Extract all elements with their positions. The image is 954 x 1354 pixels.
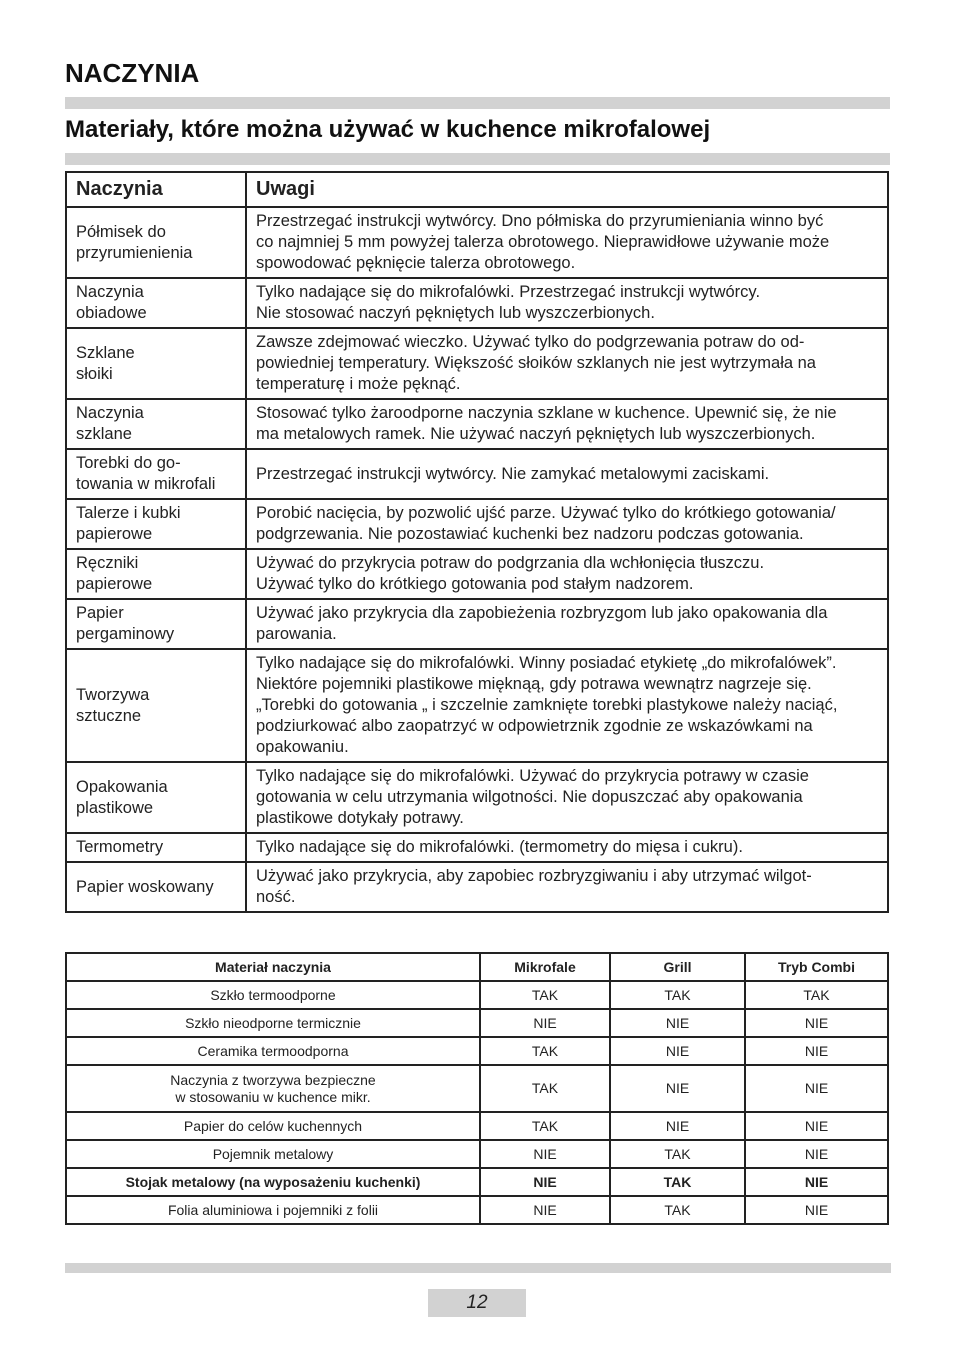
cookware-name-cell	[66, 399, 246, 449]
text-line: Przestrzegać instrukcji wytwórcy. Dno półmiska do przyrumieniania winno być	[256, 212, 824, 230]
text-line: Szkło termoodporne	[210, 986, 336, 1003]
text-line: Tylko nadające się do mikrofalówki. Używać do przykrycia potrawy w czasie	[256, 767, 809, 785]
text-line: Używać jako przykrycia, aby zapobiec rozbryzgiwaniu i aby utrzymać wilgot-	[256, 867, 812, 885]
notes-row	[66, 449, 888, 499]
materials-row	[66, 1168, 888, 1196]
text-line: towania w mikrofali	[76, 475, 216, 493]
combi-value-cell: NIE	[745, 1168, 888, 1196]
text-line: Tylko nadające się do mikrofalówki. Przestrzegać instrukcji wytwórcy.	[256, 283, 761, 301]
materials-row	[66, 1037, 888, 1065]
materials-table-body	[66, 981, 888, 1224]
text-line: Papier woskowany	[76, 877, 214, 896]
text-line: przyrumienienia	[76, 243, 193, 262]
text-line: co najmniej 5 mm powyżej talerza obrotowego. Nieprawidłowe używanie może	[256, 233, 830, 251]
notes-row	[66, 207, 888, 278]
text-line: podziurkować albo zaopatrzyć w odpowietrznik zgodnie ze wskazówkami na	[256, 717, 813, 735]
notes-row	[66, 399, 888, 449]
notes-row	[66, 862, 888, 912]
cookware-name-cell	[66, 862, 246, 912]
text-line: Stojak metalowy (na wyposażeniu kuchenki)	[125, 1173, 421, 1190]
notes-table-body	[66, 207, 888, 912]
text-line: Używać jako przykrycia dla zapobieżenia rozbryzgom lub jako opakowania dla	[256, 604, 828, 622]
text-line: podgrzewania. Nie pozostawiać kuchenki bez nadzoru podczas gotowania.	[256, 525, 804, 543]
cookware-name-cell	[66, 328, 246, 399]
grill-value-cell: TAK	[610, 1196, 745, 1224]
materials-row	[66, 1065, 888, 1112]
combi-value-cell: NIE	[745, 1112, 888, 1140]
microwave-value-cell: NIE	[480, 1168, 610, 1196]
cookware-name-cell	[66, 278, 246, 328]
notes-row	[66, 649, 888, 762]
text-line: plastikowe dotykały potrawy.	[256, 809, 464, 827]
cookware-note-cell	[246, 207, 888, 278]
cookware-note-cell	[246, 278, 888, 328]
column-header-cookware: Naczynia	[66, 172, 246, 207]
material-name-cell	[66, 1168, 480, 1196]
grill-value-cell: TAK	[610, 1140, 745, 1168]
material-name-cell	[66, 1065, 480, 1112]
combi-value-cell: NIE	[745, 1196, 888, 1224]
text-line: Papier	[76, 604, 124, 622]
cookware-note-cell	[246, 399, 888, 449]
text-line: Papier do celów kuchennych	[183, 1117, 363, 1134]
grill-value-cell: TAK	[610, 1168, 745, 1196]
combi-value-cell: NIE	[745, 1065, 888, 1112]
text-line: Tworzywa	[76, 685, 150, 704]
title-divider	[65, 97, 890, 109]
grill-value-cell: NIE	[610, 1065, 745, 1112]
cookware-name-cell	[66, 762, 246, 833]
cookware-note-cell	[246, 599, 888, 649]
materials-header-row	[66, 953, 888, 981]
notes-row	[66, 499, 888, 549]
notes-row	[66, 833, 888, 862]
material-name-cell	[66, 981, 480, 1009]
text-line: Naczynia	[76, 283, 144, 301]
combi-value-cell: TAK	[745, 981, 888, 1009]
material-name-cell	[66, 1037, 480, 1065]
text-line: Przestrzegać instrukcji wytwórcy. Nie zamykać metalowymi zaciskami.	[256, 464, 770, 483]
materials-row	[66, 1140, 888, 1168]
notes-row	[66, 278, 888, 328]
column-header-grill: Grill	[610, 953, 745, 981]
text-line: Tylko nadające się do mikrofalówki. (termometry do mięsa i cukru).	[256, 838, 743, 856]
text-line: ność.	[256, 888, 296, 906]
footer-divider	[65, 1263, 891, 1273]
microwave-value-cell: NIE	[480, 1196, 610, 1224]
text-line: szklane	[76, 425, 132, 443]
cookware-note-cell	[246, 549, 888, 599]
microwave-value-cell: TAK	[480, 1037, 610, 1065]
text-line: powiedniej temperatury. Większość słoików szklanych nie jest wytrzymała na	[256, 354, 816, 372]
text-line: papierowe	[76, 525, 153, 543]
microwave-value-cell: NIE	[480, 1009, 610, 1037]
page-number: 12	[428, 1289, 526, 1317]
materials-row	[66, 1009, 888, 1037]
cookware-note-cell	[246, 762, 888, 833]
text-line: obiadowe	[76, 304, 147, 322]
material-name-cell	[66, 1196, 480, 1224]
text-line: Nie stosować naczyń pękniętych lub wyszczerbionych.	[256, 304, 655, 322]
materials-compatibility-table	[65, 952, 889, 1225]
text-line: papierowe	[76, 575, 153, 593]
text-line: gotowania w celu utrzymania wilgotności. Nie dopuszczać aby opakowania	[256, 788, 803, 806]
text-line: Pojemnik metalowy	[212, 1145, 334, 1162]
microwave-value-cell: NIE	[480, 1140, 610, 1168]
page-subtitle: Materiały, które można używać w kuchence mikrofalowej	[65, 116, 711, 143]
text-line: Termometry	[76, 838, 164, 856]
grill-value-cell: NIE	[610, 1037, 745, 1065]
notes-row	[66, 549, 888, 599]
text-line: Naczynia	[76, 404, 144, 422]
text-line: Opakowania	[76, 777, 168, 796]
cookware-name-cell	[66, 599, 246, 649]
notes-header-row	[66, 172, 888, 207]
text-line: Naczynia z tworzywa bezpieczne	[170, 1071, 376, 1088]
cookware-note-cell	[246, 328, 888, 399]
notes-row	[66, 599, 888, 649]
combi-value-cell: NIE	[745, 1140, 888, 1168]
text-line: pergaminowy	[76, 625, 175, 643]
material-name-cell	[66, 1140, 480, 1168]
combi-value-cell: NIE	[745, 1037, 888, 1065]
cookware-notes-table	[65, 171, 889, 913]
text-line: Torebki do go-	[76, 454, 181, 472]
text-line: Niektóre pojemniki plastikowe mięknąą, gdy potrawa wewnątrz nagrzeje się.	[256, 675, 812, 693]
column-header-material: Materiał naczynia	[66, 953, 480, 981]
text-line: opakowaniu.	[256, 738, 349, 756]
text-line: parowania.	[256, 625, 337, 643]
cookware-note-cell	[246, 499, 888, 549]
text-line: Porobić nacięcia, by pozwolić ujść parze. Używać tylko do krótkiego gotowania/	[256, 504, 836, 522]
text-line: Szklane	[76, 343, 135, 362]
cookware-name-cell	[66, 833, 246, 862]
microwave-value-cell: TAK	[480, 1112, 610, 1140]
text-line: Talerze i kubki	[76, 504, 181, 522]
text-line: w stosowaniu w kuchence mikr.	[175, 1088, 371, 1105]
cookware-note-cell	[246, 862, 888, 912]
text-line: Używać do przykrycia potraw do podgrzania dla wchłonięcia tłuszczu.	[256, 554, 765, 572]
text-line: Folia aluminiowa i pojemniki z folii	[167, 1201, 379, 1218]
subtitle-divider	[65, 153, 890, 165]
cookware-note-cell	[246, 833, 888, 862]
text-line: Szkło nieodporne termicznie	[185, 1014, 361, 1031]
text-line: Ceramika termoodporna	[197, 1042, 349, 1059]
cookware-note-cell	[246, 449, 888, 499]
material-name-cell	[66, 1112, 480, 1140]
microwave-value-cell: TAK	[480, 981, 610, 1009]
column-header-microwave: Mikrofale	[480, 953, 610, 981]
text-line: „Torebki do gotowania „ i szczelnie zamknięte torebki plastykowe należy naciąć,	[256, 696, 838, 714]
grill-value-cell: NIE	[610, 1112, 745, 1140]
notes-row	[66, 328, 888, 399]
text-line: sztuczne	[76, 706, 142, 725]
grill-value-cell: NIE	[610, 1009, 745, 1037]
text-line: spowodować pęknięcie talerza obrotowego.	[256, 254, 576, 272]
column-header-notes: Uwagi	[246, 172, 888, 207]
cookware-note-cell	[246, 649, 888, 762]
column-header-combi: Tryb Combi	[745, 953, 888, 981]
cookware-name-cell	[66, 499, 246, 549]
text-line: ma metalowych ramek. Nie używać naczyń pękniętych lub wyszczerbionych.	[256, 425, 816, 443]
material-name-cell	[66, 1009, 480, 1037]
microwave-value-cell: TAK	[480, 1065, 610, 1112]
text-line: Stosować tylko żaroodporne naczynia szklane w kuchence. Upewnić się, że nie	[256, 404, 837, 422]
grill-value-cell: TAK	[610, 981, 745, 1009]
materials-row	[66, 981, 888, 1009]
text-line: temperaturę i może pęknąć.	[256, 375, 461, 393]
text-line: Półmisek do	[76, 222, 166, 241]
text-line: Tylko nadające się do mikrofalówki. Winny posiadać etykietę „do mikrofalówek”.	[256, 654, 837, 672]
section-title: NACZYNIA	[65, 58, 200, 88]
text-line: Ręczniki	[76, 554, 139, 572]
materials-row	[66, 1196, 888, 1224]
text-line: Używać tylko do krótkiego gotowania pod stałym nadzorem.	[256, 575, 694, 593]
notes-row	[66, 762, 888, 833]
text-line: plastikowe	[76, 798, 154, 817]
text-line: słoiki	[76, 364, 113, 383]
combi-value-cell: NIE	[745, 1009, 888, 1037]
text-line: Zawsze zdejmować wieczko. Używać tylko do podgrzewania potraw do od-	[256, 333, 805, 351]
materials-row	[66, 1112, 888, 1140]
cookware-name-cell	[66, 449, 246, 499]
cookware-name-cell	[66, 207, 246, 278]
cookware-name-cell	[66, 649, 246, 762]
cookware-name-cell	[66, 549, 246, 599]
